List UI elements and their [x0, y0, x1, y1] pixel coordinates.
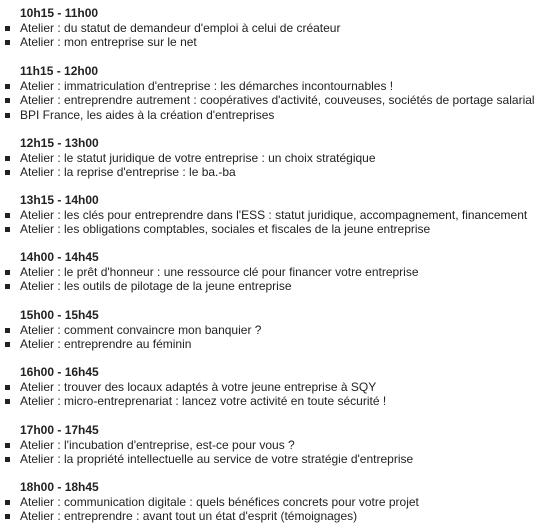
workshop-list — [0, 380, 386, 409]
workshop-label: Atelier : micro-entreprenariat : lancez votre activité en toute sécurité ! — [20, 394, 387, 408]
workshop-list — [0, 79, 535, 123]
workshop-item — [0, 279, 419, 294]
workshop-item — [0, 151, 376, 166]
workshop-label: Atelier : l'incubation d'entreprise, est-ce pour vous ? — [20, 437, 295, 452]
bullet-square-icon — [5, 156, 10, 161]
bullet-square-icon — [5, 457, 10, 462]
slot-time: 10h15 - 11h00 — [20, 6, 99, 20]
time-slot — [0, 136, 376, 180]
bullet-square-icon — [5, 170, 10, 175]
bullet-square-icon — [5, 113, 10, 118]
bullet-square-icon — [5, 213, 10, 218]
workshop-item — [0, 21, 340, 36]
slot-time: 12h15 - 13h00 — [20, 136, 99, 150]
workshop-label: Atelier : la reprise d'entreprise : le ba.-ba — [20, 165, 236, 179]
workshop-label: Atelier : la propriété intellectuelle au service de votre stratégie d'entreprise — [20, 452, 414, 466]
workshop-label: Atelier : les obligations comptables, sociales et fiscales de la jeune entreprise — [20, 222, 431, 236]
workshop-item — [0, 495, 419, 510]
bullet-square-icon — [5, 98, 10, 103]
slot-time: 11h15 - 12h00 — [20, 64, 99, 78]
workshop-item — [0, 93, 535, 108]
workshop-item — [0, 265, 419, 280]
time-slot — [0, 480, 419, 524]
workshop-item — [0, 394, 386, 409]
bullet-square-icon — [5, 84, 10, 89]
workshop-list — [0, 265, 419, 294]
workshop-list — [0, 438, 413, 467]
bullet-square-icon — [5, 443, 10, 448]
bullet-square-icon — [5, 284, 10, 289]
workshop-list — [0, 21, 340, 50]
workshop-item — [0, 108, 535, 123]
time-slot — [0, 308, 261, 352]
time-slot — [0, 193, 527, 237]
bullet-square-icon — [5, 227, 10, 232]
workshop-item — [0, 438, 413, 453]
workshop-item — [0, 509, 419, 524]
bullet-square-icon — [5, 342, 10, 347]
time-slot — [0, 64, 535, 122]
workshop-item — [0, 452, 413, 467]
workshop-list — [0, 208, 527, 237]
workshop-label: Atelier : trouver des locaux adaptés à votre jeune entreprise à SQY — [20, 379, 377, 394]
workshop-item — [0, 35, 340, 50]
workshop-label: Atelier : les outils de pilotage de la jeune entreprise — [20, 279, 292, 293]
workshop-item — [0, 165, 376, 180]
workshop-label: Atelier : entreprendre autrement : coopératives d'activité, couveuses, sociétés de portage salarial — [20, 93, 535, 107]
slot-time: 14h00 - 14h45 — [20, 250, 99, 264]
slot-time: 18h00 - 18h45 — [20, 480, 99, 494]
workshop-label: Atelier : entreprendre : avant tout un état d'esprit (témoignages) — [20, 509, 358, 523]
workshop-item — [0, 380, 386, 395]
time-slot — [0, 6, 340, 50]
workshop-label: Atelier : communication digitale : quels bénéfices concrets pour votre projet — [20, 494, 419, 509]
workshop-item — [0, 79, 535, 94]
workshop-label: BPI France, les aides à la création d'entreprises — [20, 107, 275, 122]
workshop-label: Atelier : le prêt d'honneur : une ressource clé pour financer votre entreprise — [20, 264, 419, 279]
slot-time: 15h00 - 15h45 — [20, 308, 99, 322]
workshop-label: Atelier : entreprendre au féminin — [20, 337, 192, 351]
bullet-square-icon — [5, 514, 10, 519]
bullet-square-icon — [5, 270, 10, 275]
workshop-label: Atelier : les clés pour entreprendre dans l'ESS : statut juridique, accompagnement, financement — [20, 207, 528, 222]
bullet-square-icon — [5, 26, 10, 31]
workshop-item — [0, 222, 527, 237]
workshop-label: Atelier : immatriculation d'entreprise : les démarches incontournables ! — [20, 78, 394, 93]
bullet-square-icon — [5, 328, 10, 333]
workshop-item — [0, 323, 261, 338]
bullet-square-icon — [5, 500, 10, 505]
time-slot — [0, 423, 413, 467]
workshop-label: Atelier : mon entreprise sur le net — [20, 35, 197, 49]
bullet-square-icon — [5, 385, 10, 390]
slot-time: 13h15 - 14h00 — [20, 193, 99, 207]
workshop-item — [0, 208, 527, 223]
bullet-square-icon — [5, 399, 10, 404]
slot-time: 16h00 - 16h45 — [20, 365, 99, 379]
workshop-label: Atelier : le statut juridique de votre entreprise : un choix stratégique — [20, 150, 376, 165]
workshop-label: Atelier : du statut de demandeur d'emploi à celui de créateur — [20, 20, 341, 35]
workshop-list — [0, 151, 376, 180]
bullet-square-icon — [5, 40, 10, 45]
workshop-item — [0, 337, 261, 352]
workshop-list — [0, 323, 261, 352]
workshop-label: Atelier : comment convaincre mon banquier ? — [20, 322, 262, 337]
workshop-list — [0, 495, 419, 524]
time-slot — [0, 250, 419, 294]
time-slot — [0, 365, 386, 409]
slot-time: 17h00 - 17h45 — [20, 423, 99, 437]
